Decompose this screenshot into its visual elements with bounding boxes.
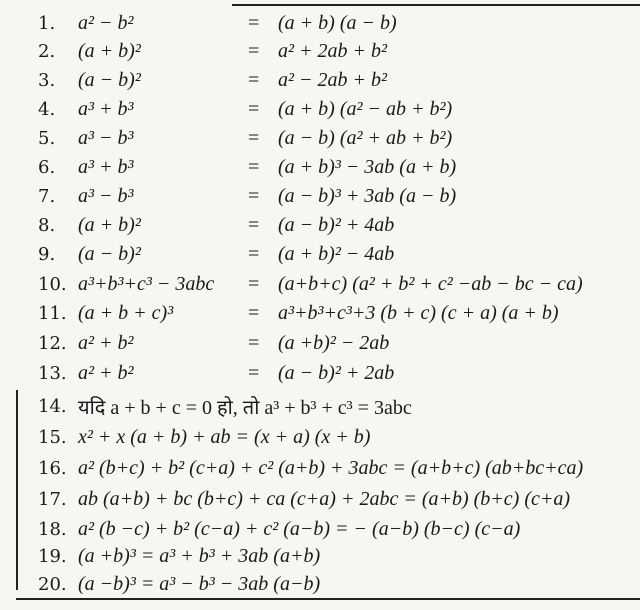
- formula-number: 16.: [38, 457, 67, 479]
- equals-sign: =: [248, 272, 260, 295]
- formula-number: 18.: [38, 518, 67, 540]
- formula-number: 14.: [38, 395, 67, 417]
- formula-statement: ab (a+b) + bc (b+c) + ca (c+a) + 2abc = (a+b) (b+c) (c+a): [78, 487, 571, 510]
- formula-lhs: (a + b)²: [78, 39, 141, 62]
- formula-number: 15.: [38, 426, 67, 448]
- formula-number: 12.: [38, 332, 67, 354]
- formula-number: 8.: [38, 214, 56, 236]
- formula-rhs: (a +b)² − 2ab: [278, 331, 390, 354]
- formula-lhs: a³ + b³: [78, 155, 134, 178]
- formula-lhs: (a − b)²: [78, 68, 141, 91]
- formula-rhs: (a − b)³ + 3ab (a − b): [278, 184, 457, 207]
- equals-sign: =: [248, 213, 260, 236]
- formula-rhs: a³+b³+c³+3 (b + c) (c + a) (a + b): [278, 301, 559, 324]
- equals-sign: =: [248, 126, 260, 149]
- formula-lhs: a³ + b³: [78, 97, 134, 120]
- formula-rhs: (a − b) (a² + ab + b²): [278, 126, 453, 149]
- formula-number: 10.: [38, 273, 67, 295]
- formula-statement: यदि a + b + c = 0 हो, तो a³ + b³ + c³ = 3abc: [78, 396, 412, 419]
- equals-sign: =: [248, 361, 260, 384]
- equals-sign: =: [248, 39, 260, 62]
- formula-rhs: (a − b)² + 2ab: [278, 361, 395, 384]
- formula-number: 5.: [38, 127, 56, 149]
- formula-lhs: a² − b²: [78, 11, 134, 34]
- formula-lhs: (a + b + c)³: [78, 301, 174, 324]
- formula-number: 1.: [38, 12, 56, 34]
- formula-statement: (a +b)³ = a³ + b³ + 3ab (a+b): [78, 544, 321, 567]
- formula-number: 7.: [38, 185, 56, 207]
- equals-sign: =: [248, 97, 260, 120]
- equals-sign: =: [248, 331, 260, 354]
- formula-number: 3.: [38, 69, 56, 91]
- formula-lhs: a³+b³+c³ − 3abc: [78, 272, 215, 295]
- formula-rhs: (a + b)³ − 3ab (a + b): [278, 155, 457, 178]
- formula-rhs: a² + 2ab + b²: [278, 39, 387, 62]
- formula-lhs: a³ − b³: [78, 126, 134, 149]
- formula-number: 9.: [38, 243, 56, 265]
- formula-number: 19.: [38, 545, 67, 567]
- formula-statement: (a −b)³ = a³ − b³ − 3ab (a−b): [78, 572, 321, 595]
- formula-statement: a² (b+c) + b² (c+a) + c² (a+b) + 3abc = (a+b+c) (ab+bc+ca): [78, 456, 584, 479]
- equals-sign: =: [248, 301, 260, 324]
- formula-rhs: (a + b) (a² − ab + b²): [278, 97, 453, 120]
- formula-lhs: (a + b)²: [78, 213, 141, 236]
- equals-sign: =: [248, 242, 260, 265]
- formula-number: 6.: [38, 156, 56, 178]
- formula-number: 2.: [38, 40, 56, 62]
- top-border: [232, 4, 640, 6]
- formula-rhs: (a − b)² + 4ab: [278, 213, 395, 236]
- left-border: [16, 390, 18, 590]
- formula-number: 20.: [38, 573, 67, 595]
- formula-lhs: a³ − b³: [78, 184, 134, 207]
- equals-sign: =: [248, 68, 260, 91]
- equals-sign: =: [248, 184, 260, 207]
- formula-rhs: (a + b) (a − b): [278, 11, 397, 34]
- formula-lhs: a² + b²: [78, 331, 134, 354]
- formula-statement: a² (b −c) + b² (c−a) + c² (a−b) = − (a−b) (b−c) (c−a): [78, 517, 521, 540]
- formula-lhs: (a − b)²: [78, 242, 141, 265]
- equals-sign: =: [248, 11, 260, 34]
- formula-number: 17.: [38, 488, 67, 510]
- formula-lhs: a² + b²: [78, 361, 134, 384]
- formula-number: 4.: [38, 98, 56, 120]
- formula-rhs: a² − 2ab + b²: [278, 68, 387, 91]
- formula-rhs: (a+b+c) (a² + b² + c² −ab − bc − ca): [278, 272, 583, 295]
- formula-number: 13.: [38, 362, 67, 384]
- formula-rhs: (a + b)² − 4ab: [278, 242, 395, 265]
- equals-sign: =: [248, 155, 260, 178]
- bottom-border: [16, 598, 640, 600]
- formula-number: 11.: [38, 302, 67, 324]
- formula-statement: x² + x (a + b) + ab = (x + a) (x + b): [78, 425, 371, 448]
